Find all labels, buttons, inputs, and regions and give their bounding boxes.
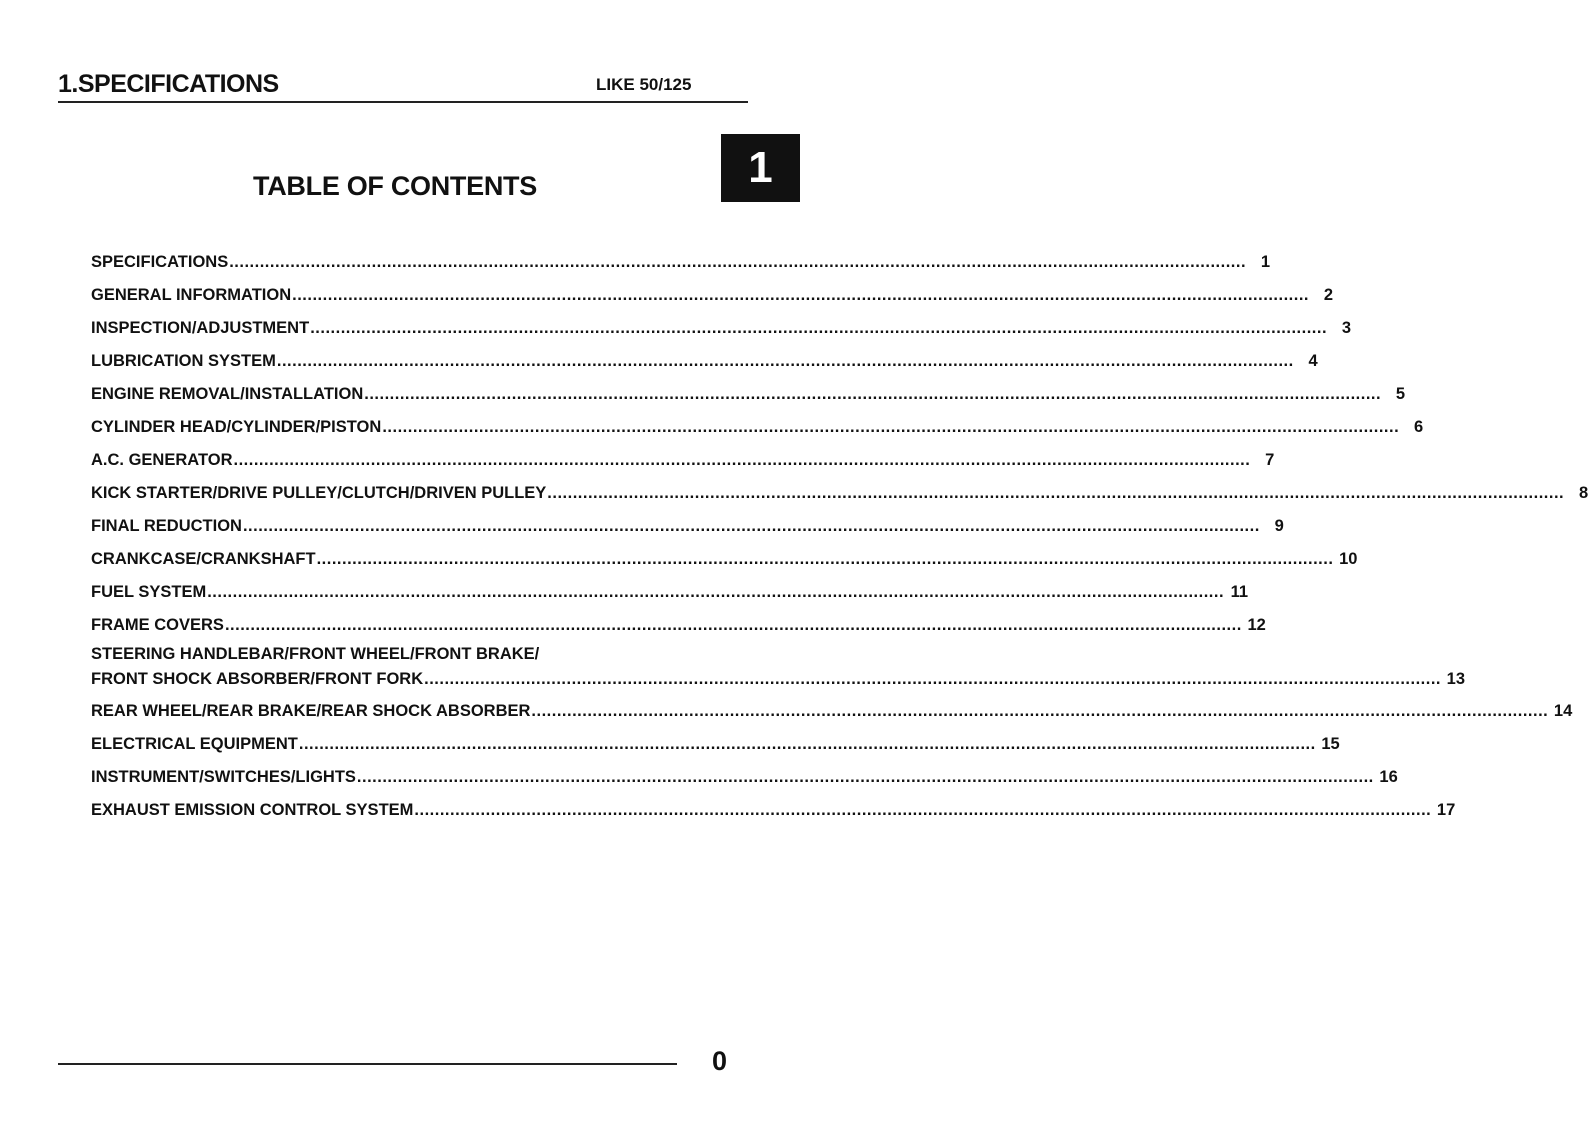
toc-entry-title-line1: STEERING HANDLEBAR/FRONT WHEEL/FRONT BRAKE/ — [91, 645, 540, 663]
toc-entry — [91, 345, 1318, 378]
toc-entry-page: 10 — [1339, 550, 1358, 568]
footer-divider — [58, 1063, 677, 1065]
toc-entry-title: INSPECTION/ADJUSTMENT — [91, 319, 310, 337]
toc-entry-page: 8 — [1578, 484, 1588, 502]
toc-entry-title: INSTRUMENT/SWITCHES/LIGHTS — [91, 768, 356, 786]
section-title: 1.SPECIFICATIONS — [58, 70, 279, 98]
model-name: LIKE 50/125 — [596, 75, 692, 94]
toc-entry-page: 9 — [1274, 517, 1284, 535]
dot-leader: ........................................................................................................................................................................................................ — [310, 319, 1328, 337]
toc-entry-page: 16 — [1379, 768, 1398, 786]
toc-entry — [91, 510, 1284, 543]
toc-entry — [91, 761, 1398, 794]
dot-leader: ........................................................................................................................................................................................................ — [207, 583, 1225, 601]
toc-entry-title: CYLINDER HEAD/CYLINDER/PISTON — [91, 418, 382, 436]
dot-leader: ........................................................................................................................................................................................................ — [382, 418, 1400, 436]
dot-leader: ........................................................................................................................................................................................................ — [414, 801, 1432, 819]
toc-entry — [91, 378, 1406, 411]
toc-entry-title: LUBRICATION SYSTEM — [91, 352, 276, 370]
dot-leader: ........................................................................................................................................................................................................ — [424, 669, 1441, 688]
toc-entry-title: FINAL REDUCTION — [91, 517, 242, 535]
header-divider — [58, 101, 748, 103]
toc-entry — [91, 794, 1456, 827]
toc-entry — [91, 444, 1275, 477]
toc-entry — [91, 543, 1358, 576]
dot-leader: ........................................................................................................................................................................................................ — [531, 702, 1549, 720]
toc-entry — [91, 576, 1249, 609]
dot-leader: ........................................................................................................................................................................................................ — [276, 352, 1294, 370]
chapter-tab: 1 — [721, 134, 800, 202]
dot-leader: ........................................................................................................................................................................................................ — [356, 768, 1374, 786]
dot-leader: ........................................................................................................................................................................................................ — [229, 253, 1247, 271]
dot-leader: ........................................................................................................................................................................................................ — [364, 385, 1382, 403]
toc-entry-title: SPECIFICATIONS — [91, 253, 229, 271]
toc-entry-title: FUEL SYSTEM — [91, 583, 207, 601]
toc-entry — [91, 728, 1340, 761]
dot-leader: ........................................................................................................................................................................................................ — [242, 517, 1260, 535]
toc-entry-page: 11 — [1230, 583, 1249, 601]
toc-entry-page: 6 — [1413, 418, 1424, 436]
toc-entry-page: 15 — [1321, 735, 1340, 753]
toc-entry-page: 5 — [1395, 385, 1406, 403]
toc-entry — [91, 312, 1352, 345]
toc-entry-page: 1 — [1260, 253, 1271, 271]
toc-entry-title: ENGINE REMOVAL/INSTALLATION — [91, 385, 364, 403]
toc-entry — [91, 246, 1271, 279]
toc-heading: TABLE OF CONTENTS — [253, 171, 537, 201]
dot-leader: ........................................................................................................................................................................................................ — [292, 286, 1309, 304]
toc-list — [91, 246, 1588, 827]
toc-entry-page: 2 — [1323, 286, 1333, 304]
dot-leader: ........................................................................................................................................................................................................ — [233, 451, 1251, 469]
toc-entry-page: 12 — [1247, 616, 1266, 634]
toc-entry-title: EXHAUST EMISSION CONTROL SYSTEM — [91, 801, 414, 819]
toc-entry-title: CRANKCASE/CRANKSHAFT — [91, 550, 316, 568]
toc-entry-title: FRONT SHOCK ABSORBER/FRONT FORK — [91, 669, 424, 688]
toc-entry-page: 3 — [1341, 319, 1352, 337]
toc-entry-title: KICK STARTER/DRIVE PULLEY/CLUTCH/DRIVEN PULLEY — [91, 484, 547, 502]
toc-entry — [91, 642, 1465, 695]
toc-entry-title: GENERAL INFORMATION — [91, 286, 292, 304]
dot-leader: ........................................................................................................................................................................................................ — [547, 484, 1565, 502]
dot-leader: ........................................................................................................................................................................................................ — [298, 735, 1316, 753]
dot-leader: ........................................................................................................................................................................................................ — [224, 616, 1242, 634]
toc-entry-page: 17 — [1436, 801, 1456, 819]
toc-entry — [91, 411, 1424, 444]
toc-entry — [91, 695, 1573, 728]
toc-entry-title: A.C. GENERATOR — [91, 451, 233, 469]
toc-entry — [91, 477, 1588, 510]
toc-entry — [91, 279, 1333, 312]
footer-page-number: 0 — [712, 1046, 728, 1076]
toc-entry-page: 14 — [1553, 702, 1573, 720]
toc-entry-title: ELECTRICAL EQUIPMENT — [91, 735, 298, 753]
toc-entry-title: REAR WHEEL/REAR BRAKE/REAR SHOCK ABSORBER — [91, 702, 531, 720]
toc-entry-title: FRAME COVERS — [91, 616, 224, 634]
dot-leader: ........................................................................................................................................................................................................ — [316, 550, 1334, 568]
toc-entry — [91, 609, 1266, 642]
toc-entry-page: 7 — [1265, 451, 1275, 469]
toc-entry-page: 13 — [1446, 669, 1465, 688]
toc-entry-page: 4 — [1308, 352, 1318, 370]
